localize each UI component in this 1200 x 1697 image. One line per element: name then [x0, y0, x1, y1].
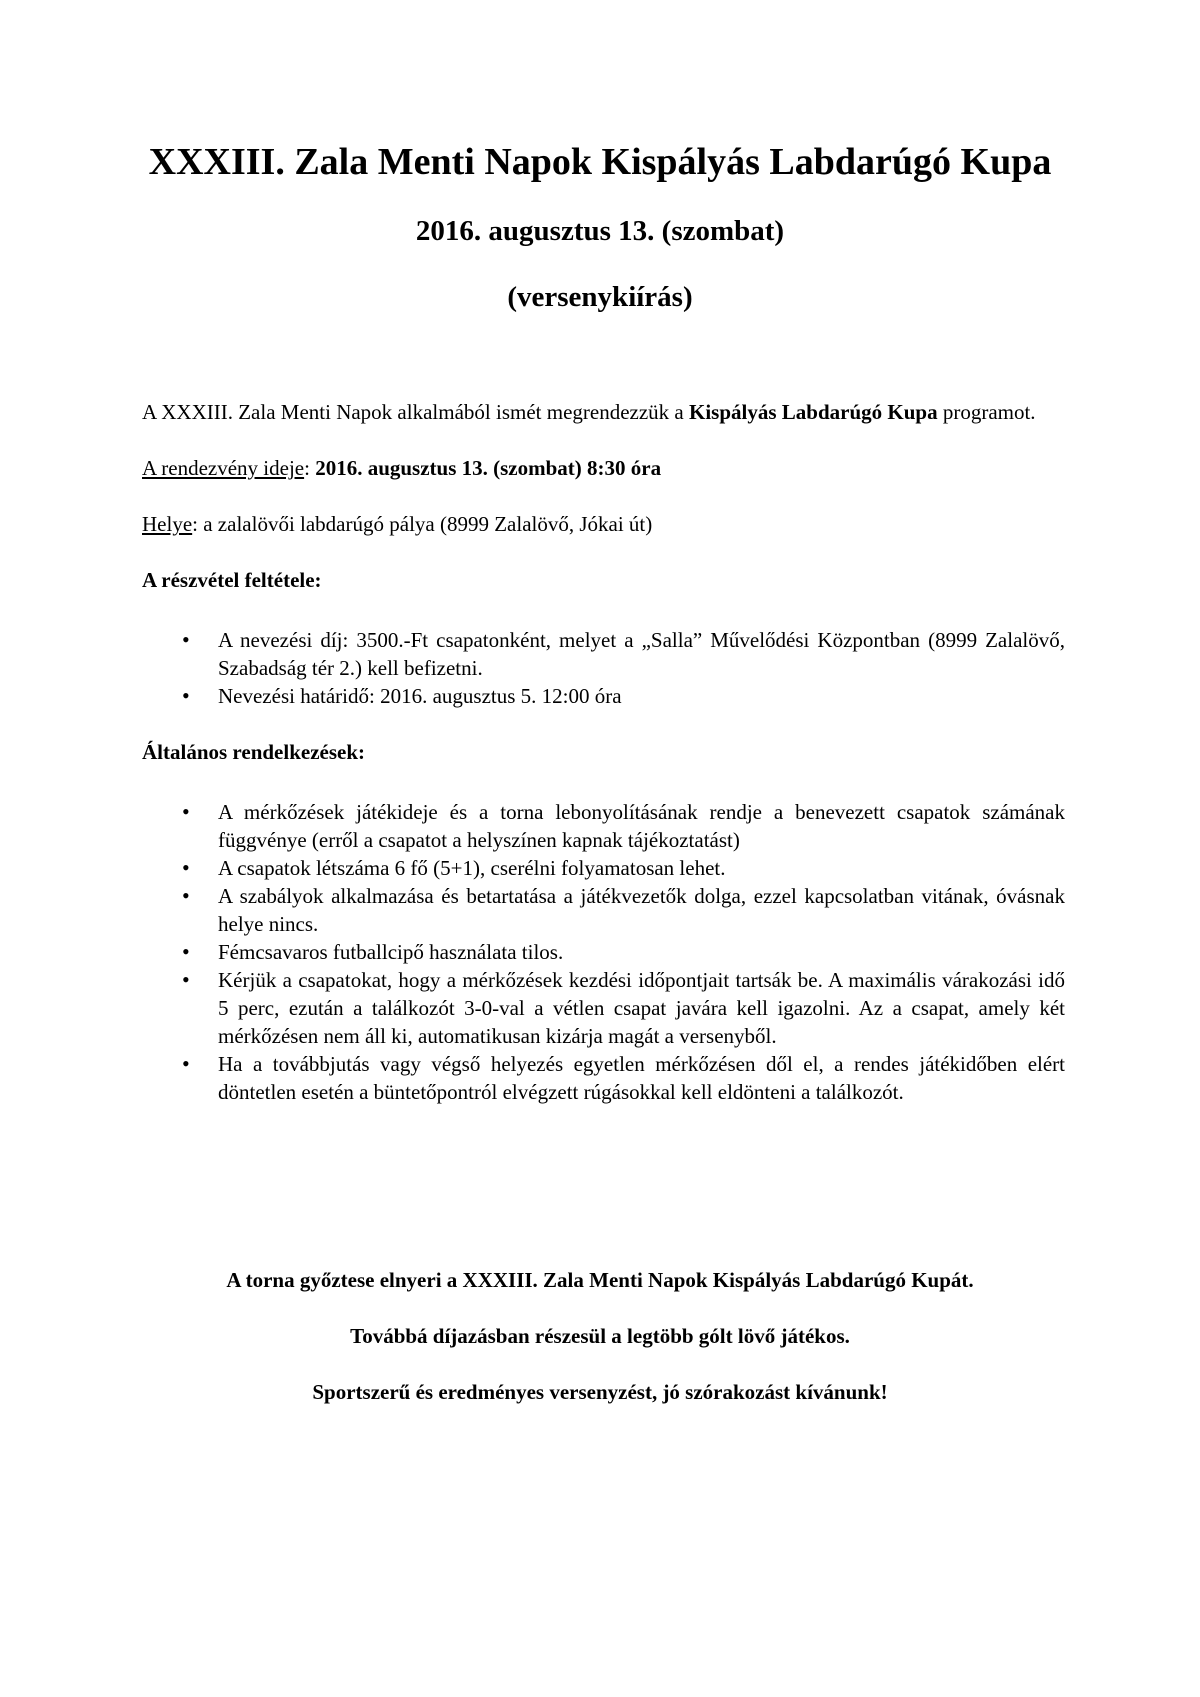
- general-rules-list: [142, 798, 1065, 1106]
- location-value: : a zalalövői labdarúgó pálya (8999 Zalalövő, Jókai út): [192, 512, 653, 536]
- document-body: [142, 398, 1065, 1134]
- event-time-value: 2016. augusztus 13. (szombat) 8:30 óra: [315, 456, 662, 480]
- event-time-line: [142, 454, 1065, 482]
- event-time-label: A rendezvény ideje: [142, 456, 305, 480]
- participation-list: [142, 626, 1065, 710]
- list-item: • Nevezési határidő: 2016. augusztus 5. 12:00 óra: [142, 682, 1065, 710]
- list-item: • Ha a továbbjutás vagy végső helyezés egyetlen mérkőzésen dől el, a rendes játékidőben elért döntetlen esetén a büntetőpontról elvégzett rúgásokkal kell eldönteni a találkozót.: [142, 1050, 1065, 1106]
- list-item: • A nevezési díj: 3500.-Ft csapatonként, melyet a „Salla” Művelődési Központban (8999 Zalalövő, Szabadság tér 2.) kell befizetni.: [142, 626, 1065, 682]
- list-item: • A szabályok alkalmazása és betartatása a játékvezetők dolga, ezzel kapcsolatban vitának, óvásnak helye nincs.: [142, 882, 1065, 938]
- intro-text-before: A XXXIII. Zala Menti Napok alkalmából ismét megrendezzük a: [142, 400, 689, 424]
- event-date-heading: 2016. augusztus 13. (szombat): [415, 215, 785, 247]
- general-rules-heading: Általános rendelkezések:: [142, 740, 366, 764]
- closing-section: [0, 1266, 1200, 1434]
- winner-line: A torna győztese elnyeri a XXXIII. Zala Menti Napok Kispályás Labdarúgó Kupát.: [226, 1268, 974, 1292]
- document-subtitle: (versenykiírás): [507, 281, 693, 313]
- intro-paragraph: [142, 398, 1065, 426]
- list-item: • Fémcsavaros futballcipő használata tilos.: [142, 938, 1065, 966]
- list-item: • A csapatok létszáma 6 fő (5+1), cserélni folyamatosan lehet.: [142, 854, 1065, 882]
- list-item: • A mérkőzések játékideje és a torna lebonyolításának rendje a benevezett csapatok számának függvénye (erről a csapatot a helyszínen kapnak tájékoztatást): [142, 798, 1065, 854]
- event-time-colon: :: [304, 456, 316, 480]
- location-line: [142, 510, 1065, 538]
- participation-heading: A részvétel feltétele:: [142, 568, 322, 592]
- intro-text-after: programot.: [937, 400, 1036, 424]
- list-item: • Kérjük a csapatokat, hogy a mérkőzések kezdési időpontjait tartsák be. A maximális várakozási idő 5 perc, ezután a találkozót 3-0-val a vétlen csapat javára kell igazolni. Az a csapat, amely két mérkőzésen nem áll ki, automatikusan kizárja magát a versenyből.: [142, 966, 1065, 1050]
- intro-bold-name: Kispályás Labdarúgó Kupa: [688, 400, 938, 424]
- location-label: Helye: [142, 512, 193, 536]
- top-scorer-line: Továbbá díjazásban részesül a legtöbb gólt lövő játékos.: [350, 1324, 850, 1348]
- document-title: XXXIII. Zala Menti Napok Kispályás Labdarúgó Kupa: [148, 141, 1052, 183]
- wishes-line: Sportszerű és eredményes versenyzést, jó szórakozást kívánunk!: [312, 1380, 888, 1404]
